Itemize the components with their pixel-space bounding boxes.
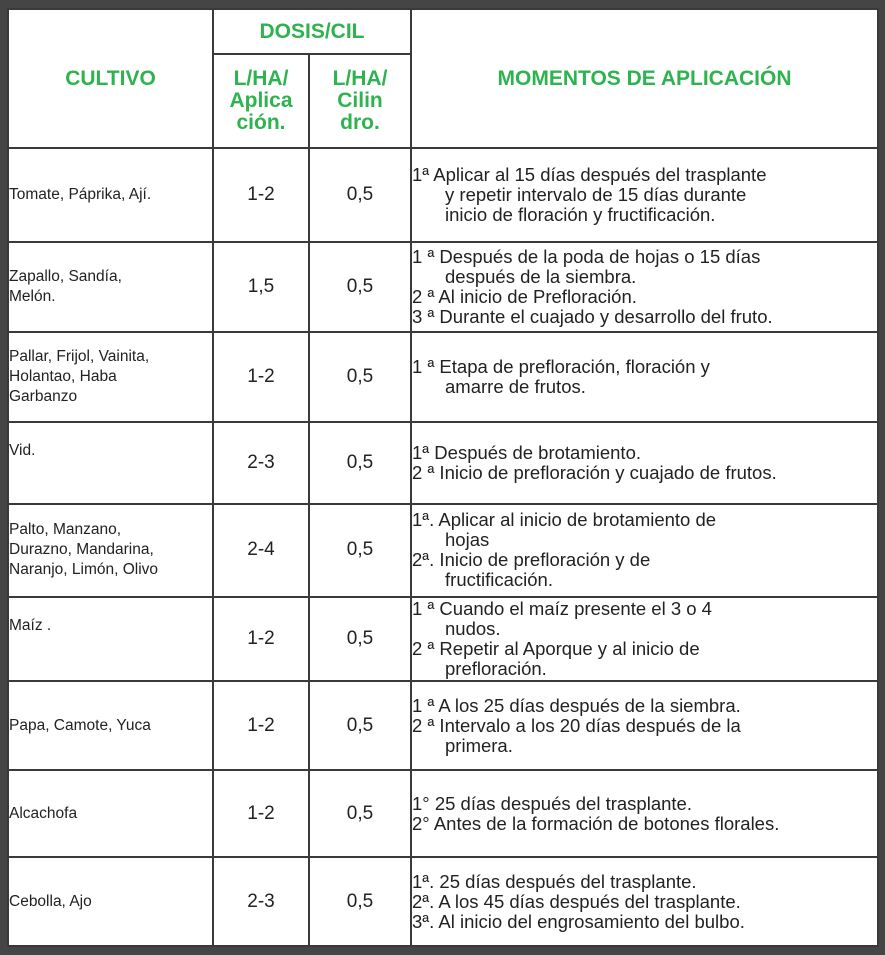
crop-name-line: Alcachofa [9, 804, 78, 822]
moment-line: 1 ª Cuando el maíz presente el 3 o 4 [412, 598, 712, 620]
crop-cell [8, 332, 213, 422]
moment-line: inicio de floración y fructificación. [445, 203, 716, 225]
table-row [8, 770, 878, 858]
table-row [8, 504, 878, 597]
header-lha-aplicacion: L/HA/ Aplica ción. [213, 54, 309, 148]
moment-line: 2ª. Inicio de prefloración y de [412, 549, 651, 571]
dose-lha-aplicacion: 2-3 [213, 422, 309, 505]
table-row [8, 857, 878, 946]
crop-cell [8, 504, 213, 597]
moment-line: 1 ª Después de la poda de hojas o 15 días [412, 245, 761, 267]
dose-lha-cilindro: 0,5 [309, 242, 411, 333]
moment-line: 2° Antes de la formación de botones florales. [412, 812, 780, 834]
table-row [8, 597, 878, 682]
dose-lha-cilindro: 0,5 [309, 681, 411, 770]
dose-lha-aplicacion: 2-4 [213, 504, 309, 597]
dose-lha-aplicacion: 1-2 [213, 770, 309, 858]
moment-line: 2ª. A los 45 días después del trasplante. [412, 890, 741, 912]
crop-name-line: Garbanzo [9, 387, 78, 405]
dose-lha-aplicacion: 1-2 [213, 332, 309, 422]
crop-name-line: Tomate, Páprika, Ají. [9, 185, 152, 203]
crop-name-line: Palto, Manzano, [9, 521, 122, 539]
dose-lha-aplicacion: 1-2 [213, 681, 309, 770]
moment-line: 1ª Después de brotamiento. [412, 441, 641, 463]
moment-line: hojas [445, 529, 490, 551]
dose-lha-cilindro: 0,5 [309, 332, 411, 422]
moment-line: prefloración. [445, 658, 547, 680]
header-cultivo: CULTIVO [8, 9, 213, 148]
moments-cell [411, 857, 878, 946]
moment-line: 1ª. 25 días después del trasplante. [412, 870, 697, 892]
crop-name-line: Papa, Camote, Yuca [9, 716, 151, 734]
moments-cell [411, 332, 878, 422]
moment-line: 1ª. Aplicar al inicio de brotamiento de [412, 509, 717, 531]
crop-cell [8, 242, 213, 333]
moment-line: fructificación. [445, 569, 553, 591]
crop-cell [8, 681, 213, 770]
table-body [8, 148, 878, 946]
moment-line: 2 ª Inicio de prefloración y cuajado de frutos. [412, 461, 777, 483]
dose-lha-cilindro: 0,5 [309, 770, 411, 858]
moments-cell [411, 422, 878, 505]
moment-line: nudos. [445, 618, 501, 640]
moment-line: 1° 25 días después del trasplante. [412, 792, 692, 814]
crop-name-line: Pallar, Frijol, Vainita, [9, 347, 150, 365]
moment-line: 2 ª Al inicio de Prefloración. [412, 285, 637, 307]
moments-cell [411, 770, 878, 858]
header-momentos: MOMENTOS DE APLICACIÓN [411, 9, 878, 148]
crop-name-line: Melón. [9, 287, 56, 305]
table-row [8, 681, 878, 770]
crop-name-line: Holantao, Haba [9, 367, 117, 385]
dose-lha-cilindro: 0,5 [309, 148, 411, 242]
moment-line: primera. [445, 734, 513, 756]
table-row [8, 242, 878, 333]
dose-lha-aplicacion: 1-2 [213, 148, 309, 242]
crop-cell [8, 148, 213, 242]
moments-cell [411, 597, 878, 682]
moment-line: 3 ª Durante el cuajado y desarrollo del fruto. [412, 305, 773, 327]
dose-lha-cilindro: 0,5 [309, 597, 411, 682]
crop-cell [8, 770, 213, 858]
header-dosis: DOSIS/CIL [213, 9, 411, 54]
dose-lha-cilindro: 0,5 [309, 504, 411, 597]
table-row [8, 422, 878, 505]
moments-cell [411, 504, 878, 597]
moments-cell [411, 148, 878, 242]
dose-lha-aplicacion: 2-3 [213, 857, 309, 946]
moment-line: 1 ª Etapa de prefloración, floración y [412, 355, 710, 377]
crop-name-line: Zapallo, Sandía, [9, 267, 122, 285]
moments-cell [411, 681, 878, 770]
dose-lha-aplicacion: 1-2 [213, 597, 309, 682]
moment-line: 3ª. Al inicio del engrosamiento del bulbo. [412, 910, 745, 932]
dose-lha-cilindro: 0,5 [309, 422, 411, 505]
crop-name-line: Cebolla, Ajo [9, 892, 92, 910]
table-row [8, 332, 878, 422]
crop-name-line: Naranjo, Limón, Olivo [9, 561, 159, 579]
moment-line: 1 ª A los 25 días después de la siembra. [412, 694, 741, 716]
moment-line: 2 ª Repetir al Aporque y al inicio de [412, 638, 700, 660]
moment-line: amarre de frutos. [445, 375, 586, 397]
dose-lha-aplicacion: 1,5 [213, 242, 309, 333]
dosage-table [7, 8, 879, 947]
moments-cell [411, 242, 878, 333]
header-lha-cilindro: L/HA/ Cilin dro. [309, 54, 411, 148]
dose-lha-cilindro: 0,5 [309, 857, 411, 946]
moment-line: 1ª Aplicar al 15 días después del trasplante [412, 163, 767, 185]
crop-cell [8, 857, 213, 946]
moment-line: 2 ª Intervalo a los 20 días después de la [412, 714, 741, 736]
moment-line: después de la siembra. [445, 265, 637, 287]
crop-name-line: Durazno, Mandarina, [9, 541, 154, 559]
crop-cell [8, 422, 213, 505]
crop-name-line: Maíz . [9, 616, 52, 634]
moment-line: y repetir intervalo de 15 días durante [445, 183, 747, 205]
table-row [8, 148, 878, 242]
crop-cell [8, 597, 213, 682]
crop-name-line: Vid. [9, 441, 36, 459]
